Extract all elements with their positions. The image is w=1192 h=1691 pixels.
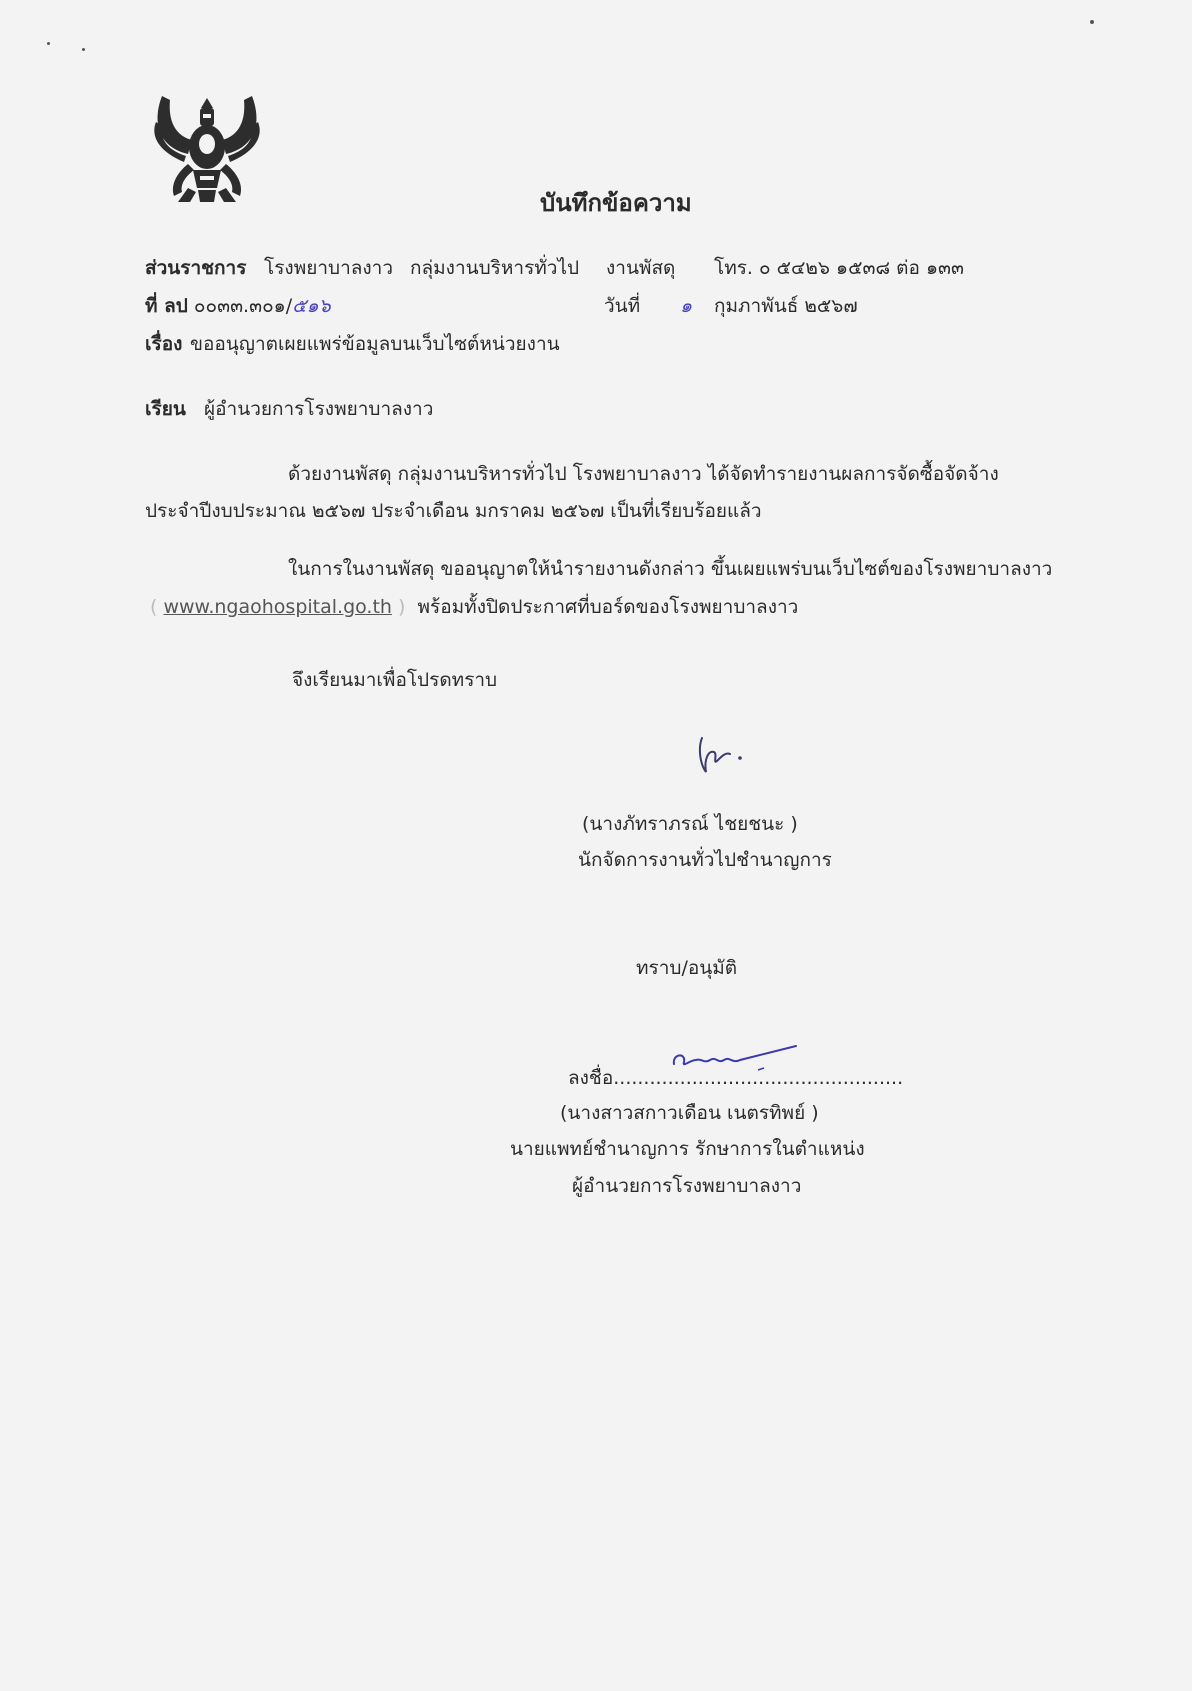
body-paragraph-1-line-2: ประจำปีงบประมาณ ๒๕๖๗ ประจำเดือน มกราคม ๒๕๖๗ เป็นที่เรียบร้อยแล้ว [145,500,762,522]
scan-speck [47,42,50,45]
scan-speck [82,48,85,51]
sign-dots: ................................................ [613,1067,904,1089]
signature-1-icon [690,730,750,778]
agency-label: ส่วนราชการ [145,257,247,279]
approver-name: (นางสาวสกาวเดือน เนตรทิพย์ ) [560,1102,819,1124]
approval-label: ทราบ/อนุมัติ [636,957,738,979]
website-link[interactable]: www.ngaohospital.go.th [163,596,392,618]
closing-line: จึงเรียนมาเพื่อโปรดทราบ [292,669,498,691]
subject-label: เรื่อง [145,333,183,355]
garuda-emblem-icon [148,92,266,212]
agency-unit: งานพัสดุ [606,257,676,279]
body-paragraph-2-line-2 [150,595,798,619]
phone-number: โทร. ๐ ๕๔๒๖ ๑๕๓๘ ต่อ ๑๓๓ [714,257,964,279]
sign-line [568,1066,903,1090]
body-paragraph-1-line-1: ด้วยงานพัสดุ กลุ่มงานบริหารทั่วไป โรงพยาบาลงาว ได้จัดทำรายงานผลการจัดซื้อจัดจ้าง [288,463,999,485]
date-day: ๑ [680,295,693,317]
reference-label: ที่ ลป [145,295,188,317]
approver-position-1: นายแพทย์ชำนาญการ รักษาการในตำแหน่ง [510,1138,865,1160]
paren-open: ( [150,596,158,618]
salutation-to: ผู้อำนวยการโรงพยาบาลงาว [204,398,434,420]
approver-position-2: ผู้อำนวยการโรงพยาบาลงาว [572,1175,802,1197]
date-month-year: กุมภาพันธ์ ๒๕๖๗ [714,295,858,317]
agency-name: โรงพยาบาลงาว [264,257,394,279]
agency-group: กลุ่มงานบริหารทั่วไป [410,257,580,279]
subject-text: ขออนุญาตเผยแพร่ข้อมูลบนเว็บไซต์หน่วยงาน [190,333,560,355]
body-paragraph-2-line-1: ในการในงานพัสดุ ขออนุญาตให้นำรายงานดังกล่าว ขึ้นเผยแพร่บนเว็บไซต์ของโรงพยาบาลงาว [288,558,1053,580]
sign-label: ลงชื่อ [568,1067,614,1089]
memo-title: บันทึกข้อความ [540,189,692,217]
body-paragraph-2-rest: พร้อมทั้งปิดประกาศที่บอร์ดของโรงพยาบาลงาว [417,596,799,618]
signer-1-name: (นางภัทราภรณ์ ไชยชนะ ) [582,813,798,835]
salutation-label: เรียน [145,398,186,420]
reference-number: ๐๐๓๓.๓๐๑/ [193,295,293,317]
reference-line [145,294,331,318]
scan-speck [1090,20,1094,24]
date-label: วันที่ [604,295,641,317]
signer-1-position: นักจัดการงานทั่วไปชำนาญการ [578,849,832,871]
paren-close: ) [398,596,406,618]
reference-handwritten: ๕๑๖ [292,295,331,317]
